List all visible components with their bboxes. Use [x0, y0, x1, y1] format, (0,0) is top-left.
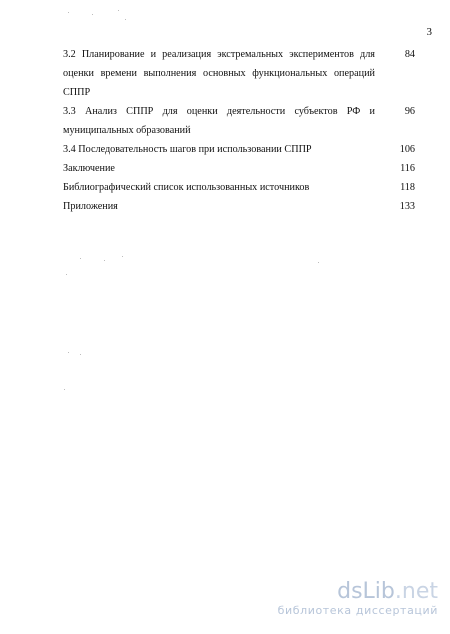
toc-entry-conclusion[interactable] — [63, 159, 415, 178]
toc-entry-bibliography[interactable] — [63, 178, 415, 197]
toc-entry-3-3[interactable] — [63, 102, 415, 140]
dslib-watermark — [278, 580, 438, 618]
table-of-contents — [63, 45, 415, 216]
toc-title: Заключение — [63, 163, 115, 174]
toc-page-number: 116 — [400, 163, 415, 174]
toc-page-number: 106 — [399, 144, 415, 155]
toc-page-number: 118 — [400, 182, 415, 193]
toc-title: 3.2 Планирование и реализация экстремальных экспериментов для оценки времени выполнения основных функциональных операций СППР — [63, 49, 375, 98]
toc-title: 3.3 Анализ СППР для оценки деятельности субъектов РФ и муниципальных образований — [63, 106, 375, 136]
toc-page-number: 133 — [399, 201, 415, 212]
watermark-subtitle: библиотека диссертаций — [277, 604, 438, 617]
toc-entry-3-2[interactable] — [63, 45, 415, 102]
toc-title: 3.4 Последовательность шагов при использовании СППР — [63, 144, 312, 155]
watermark-logo — [278, 580, 438, 604]
toc-title: Приложения — [63, 201, 118, 212]
toc-entry-3-4[interactable] — [63, 140, 415, 159]
watermark-logo-main: dsLib — [337, 579, 395, 604]
toc-title: Библиографический список использованных источников — [63, 182, 310, 193]
toc-page-number: 84 — [404, 49, 415, 60]
toc-page-number: 96 — [404, 106, 415, 117]
toc-entry-appendices[interactable] — [63, 197, 415, 216]
page-number: 3 — [426, 26, 432, 38]
watermark-logo-domain: .net — [394, 579, 438, 604]
